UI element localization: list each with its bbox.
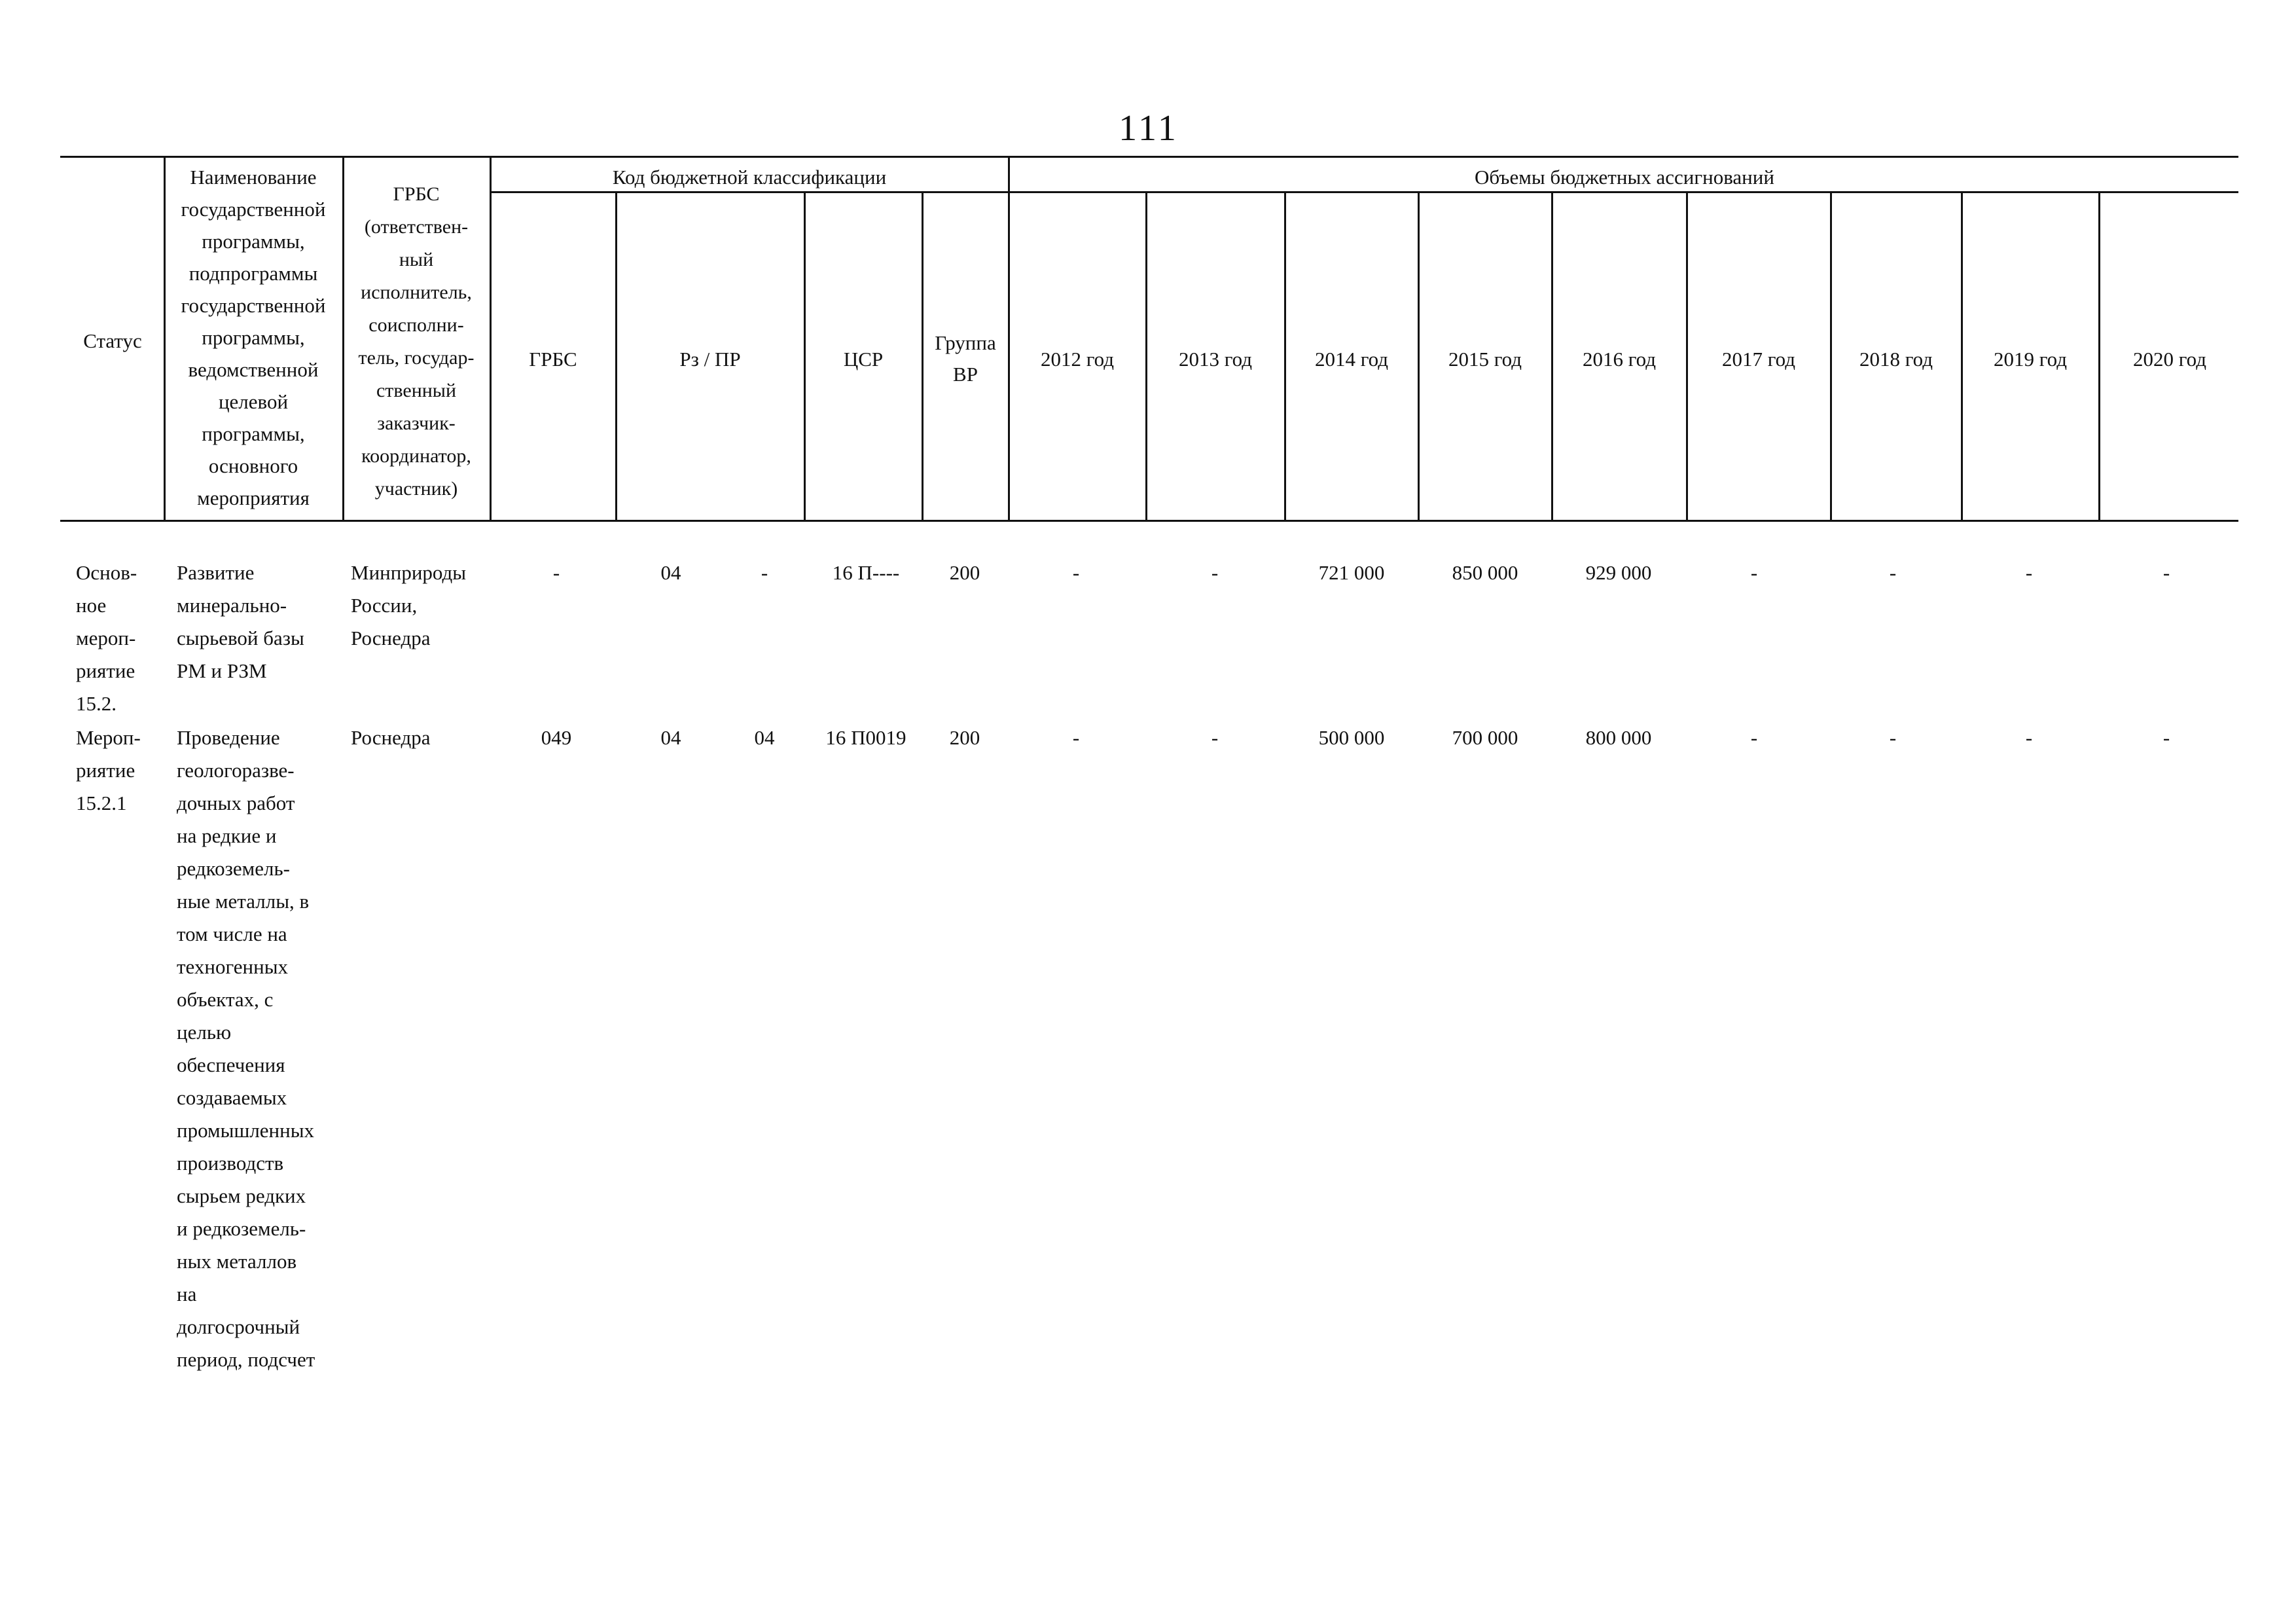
row-value-2018: - (1889, 726, 1897, 749)
row-value-2014: 500 000 (1318, 726, 1385, 749)
header-year-2018: 2018 год (1859, 348, 1933, 371)
header-year-2019: 2019 год (1993, 348, 2068, 371)
row-value-2013: - (1211, 561, 1219, 584)
col-divider-executor (490, 156, 492, 521)
row-executor: Роснедра (351, 726, 431, 749)
row-value-2020: - (2162, 726, 2170, 749)
col-divider-2013 (1284, 191, 1286, 521)
header-bottom-rule (60, 520, 2238, 522)
header-subgroup-rule (490, 191, 2238, 193)
header-budget-code-group: Код бюджетной классификации (612, 166, 887, 189)
col-divider-vr (1008, 156, 1010, 521)
header-year-2012: 2012 год (1040, 348, 1115, 371)
header-vr-group: Группа ВР (935, 331, 996, 386)
header-year-2014: 2014 год (1314, 348, 1389, 371)
row-pr: - (761, 561, 768, 584)
col-divider-2018 (1961, 191, 1963, 521)
row-status: Мероп- риятие 15.2.1 (76, 726, 141, 814)
row-value-2017: - (1750, 561, 1758, 584)
header-year-2020: 2020 год (2132, 348, 2207, 371)
col-divider-2017 (1830, 191, 1832, 521)
row-value-2016: 800 000 (1585, 726, 1652, 749)
row-csr: 16 П---- (832, 561, 900, 584)
row-value-2015: 850 000 (1452, 561, 1518, 584)
header-rz-pr: Рз / ПР (679, 348, 741, 371)
header-status: Статус (83, 329, 142, 352)
col-divider-2019 (2098, 191, 2100, 521)
row-grbs: 049 (541, 726, 572, 749)
row-status: Основ- ное мероп- риятие 15.2. (76, 561, 137, 715)
row-name: Проведение геологоразве- дочных работ на редкие и редкоземель- ные металлы, в том числе на техногенных объектах, с целью обеспечения создаваемых промышленных производств сырьем редких и редкоземель- ных металлов на долгосрочный период, подсчет (177, 726, 315, 1371)
header-year-2016: 2016 год (1582, 348, 1657, 371)
header-budget-volumes-group: Объемы бюджетных ассигнований (1475, 166, 1774, 189)
row-vr: 200 (949, 726, 980, 749)
header-year-2015: 2015 год (1448, 348, 1522, 371)
table-top-rule (60, 156, 2238, 158)
row-value-2015: 700 000 (1452, 726, 1518, 749)
col-divider-2016 (1686, 191, 1688, 521)
row-name: Развитие минерально- сырьевой базы РМ и РЗМ (177, 561, 304, 682)
row-value-2014: 721 000 (1318, 561, 1385, 584)
row-value-2012: - (1072, 726, 1080, 749)
row-csr: 16 П0019 (825, 726, 906, 749)
col-divider-rzpr (804, 191, 806, 521)
header-year-2017: 2017 год (1721, 348, 1796, 371)
row-value-2017: - (1750, 726, 1758, 749)
col-divider-2014 (1418, 191, 1420, 521)
header-csr: ЦСР (843, 348, 884, 371)
row-rz: 04 (660, 726, 681, 749)
row-rz: 04 (660, 561, 681, 584)
header-year-2013: 2013 год (1178, 348, 1253, 371)
col-divider-grbs (615, 191, 617, 521)
row-grbs: - (552, 561, 560, 584)
row-vr: 200 (949, 561, 980, 584)
row-value-2019: - (2025, 726, 2033, 749)
row-pr: 04 (754, 726, 775, 749)
row-value-2020: - (2162, 561, 2170, 584)
col-divider-csr (922, 191, 924, 521)
row-value-2019: - (2025, 561, 2033, 584)
header-grbs-responsible: ГРБС (ответствен- ный исполнитель, соисполни- тель, государ- ственный заказчик- координатор, участник) (358, 183, 475, 500)
row-value-2018: - (1889, 561, 1897, 584)
row-value-2013: - (1211, 726, 1219, 749)
col-divider-2015 (1551, 191, 1553, 521)
row-executor: Минприроды России, Роснедра (351, 561, 467, 649)
row-value-2016: 929 000 (1585, 561, 1652, 584)
page-number: 111 (1119, 108, 1179, 149)
header-grbs: ГРБС (529, 348, 577, 371)
row-value-2012: - (1072, 561, 1080, 584)
col-divider-2012 (1145, 191, 1147, 521)
header-program-name: Наименование государственной программы, подпрограммы государственной программы, ведомственной целевой программы, основного мероприятия (181, 166, 326, 509)
